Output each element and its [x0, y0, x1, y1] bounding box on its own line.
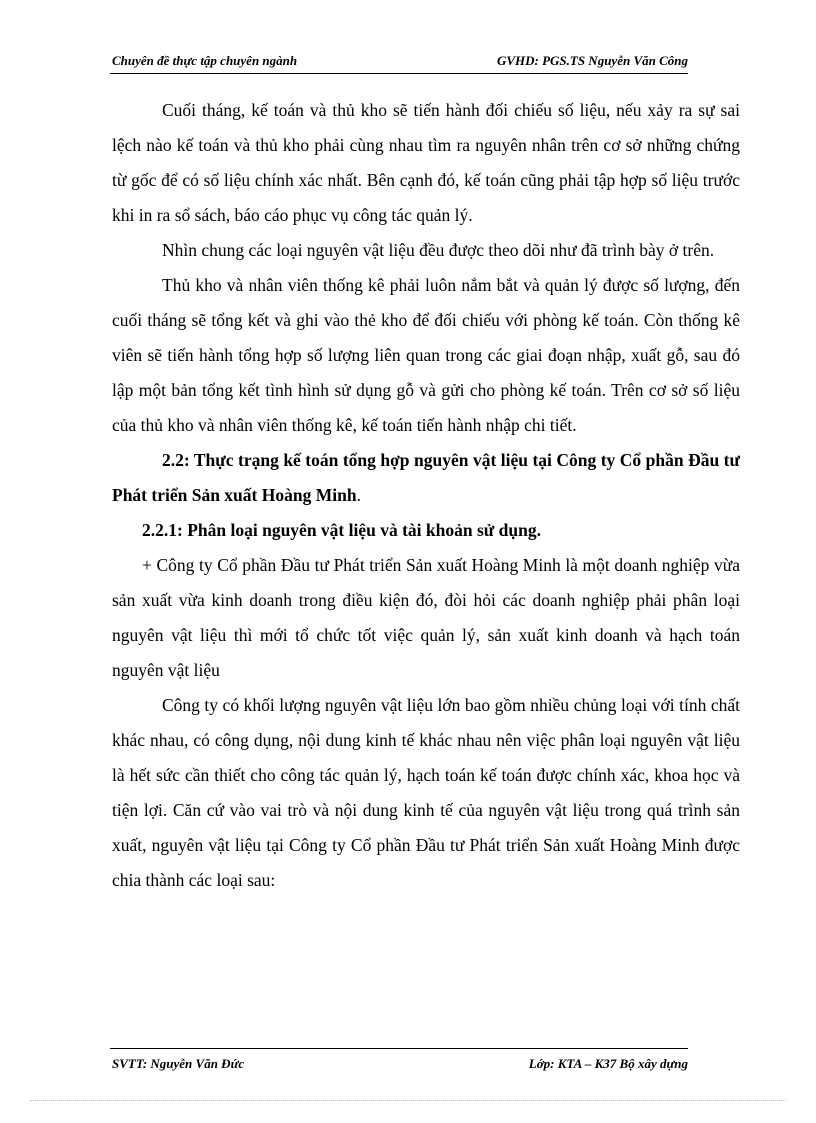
footer-right-text: Lớp: KTA – K37 Bộ xây dựng	[528, 1056, 688, 1071]
header-rule	[110, 73, 688, 74]
page-bottom-border	[30, 1100, 786, 1101]
paragraph-5: Công ty có khối lượng nguyên vật liệu lớn bao gồm nhiều chủng loại với tính chất khác nhau, có công dụng, nội dung kinh tế khác nhau nên việc phân loại nguyên vật liệu là hết sức cần thiết cho công tác quản lý, hạch toán kế toán được chính xác, khoa học và tiện lợi. Căn cứ vào vai trò và nội dung kinh tế của nguyên vật liệu trong quá trình sản xuất, nguyên vật liệu tại Công ty Cổ phần Đầu tư Phát triển Sản xuất Hoàng Minh được chia thành các loại sau:	[112, 695, 740, 890]
page-header	[112, 53, 688, 69]
footer-rule	[110, 1048, 688, 1049]
section-heading-2-2-1: 2.2.1: Phân loại nguyên vật liệu và tài khoản sử dụng.	[142, 520, 541, 540]
page-footer	[112, 1056, 688, 1072]
paragraph-3: Thủ kho và nhân viên thống kê phải luôn nắm bắt và quản lý được số lượng, đến cuối tháng sẽ tổng kết và ghi vào thẻ kho để đối chiếu với phòng kế toán. Còn thống kê viên sẽ tiến hành tổng hợp số lượng liên quan trong các giai đoạn nhập, xuất gỗ, sau đó lập một bản tổng kết tình hình sử dụng gỗ và gửi cho phòng kế toán. Trên cơ sở số liệu của thủ kho và nhân viên thống kê, kế toán tiến hành nhập chi tiết.	[112, 275, 740, 435]
section-heading-2-2-period: .	[356, 485, 361, 505]
paragraph-1: Cuối tháng, kế toán và thủ kho sẽ tiến hành đối chiếu số liệu, nếu xảy ra sự sai lệch nào kế toán và thủ kho phải cùng nhau tìm ra nguyên nhân trên cơ sở những chứng từ gốc để có số liệu chính xác nhất. Bên cạnh đó, kế toán cũng phải tập hợp số liệu trước khi in ra sổ sách, báo cáo phục vụ công tác quản lý.	[112, 100, 740, 225]
paragraph-2: Nhìn chung các loại nguyên vật liệu đều được theo dõi như đã trình bày ở trên.	[162, 240, 715, 260]
paragraph-4: + Công ty Cổ phần Đầu tư Phát triển Sản xuất Hoàng Minh là một doanh nghiệp vừa sản xuất vừa kinh doanh trong điều kiện đó, đòi hỏi các doanh nghiệp phải phân loại nguyên vật liệu thì mới tổ chức tốt việc quản lý, sản xuất kinh doanh và hạch toán nguyên vật liệu	[112, 555, 740, 680]
section-heading-2-2	[112, 443, 740, 513]
document-body	[112, 93, 740, 898]
footer-left-text: SVTT: Nguyễn Văn Đức	[112, 1056, 245, 1071]
header-right-text: GVHD: PGS.TS Nguyễn Văn Công	[496, 53, 688, 68]
header-left-text: Chuyên đề thực tập chuyên ngành	[112, 53, 298, 68]
section-heading-2-2-text: 2.2: Thực trạng kế toán tổng hợp nguyên vật liệu tại Công ty Cổ phần Đầu tư Phát triển Sản xuất Hoàng Minh	[112, 450, 740, 505]
